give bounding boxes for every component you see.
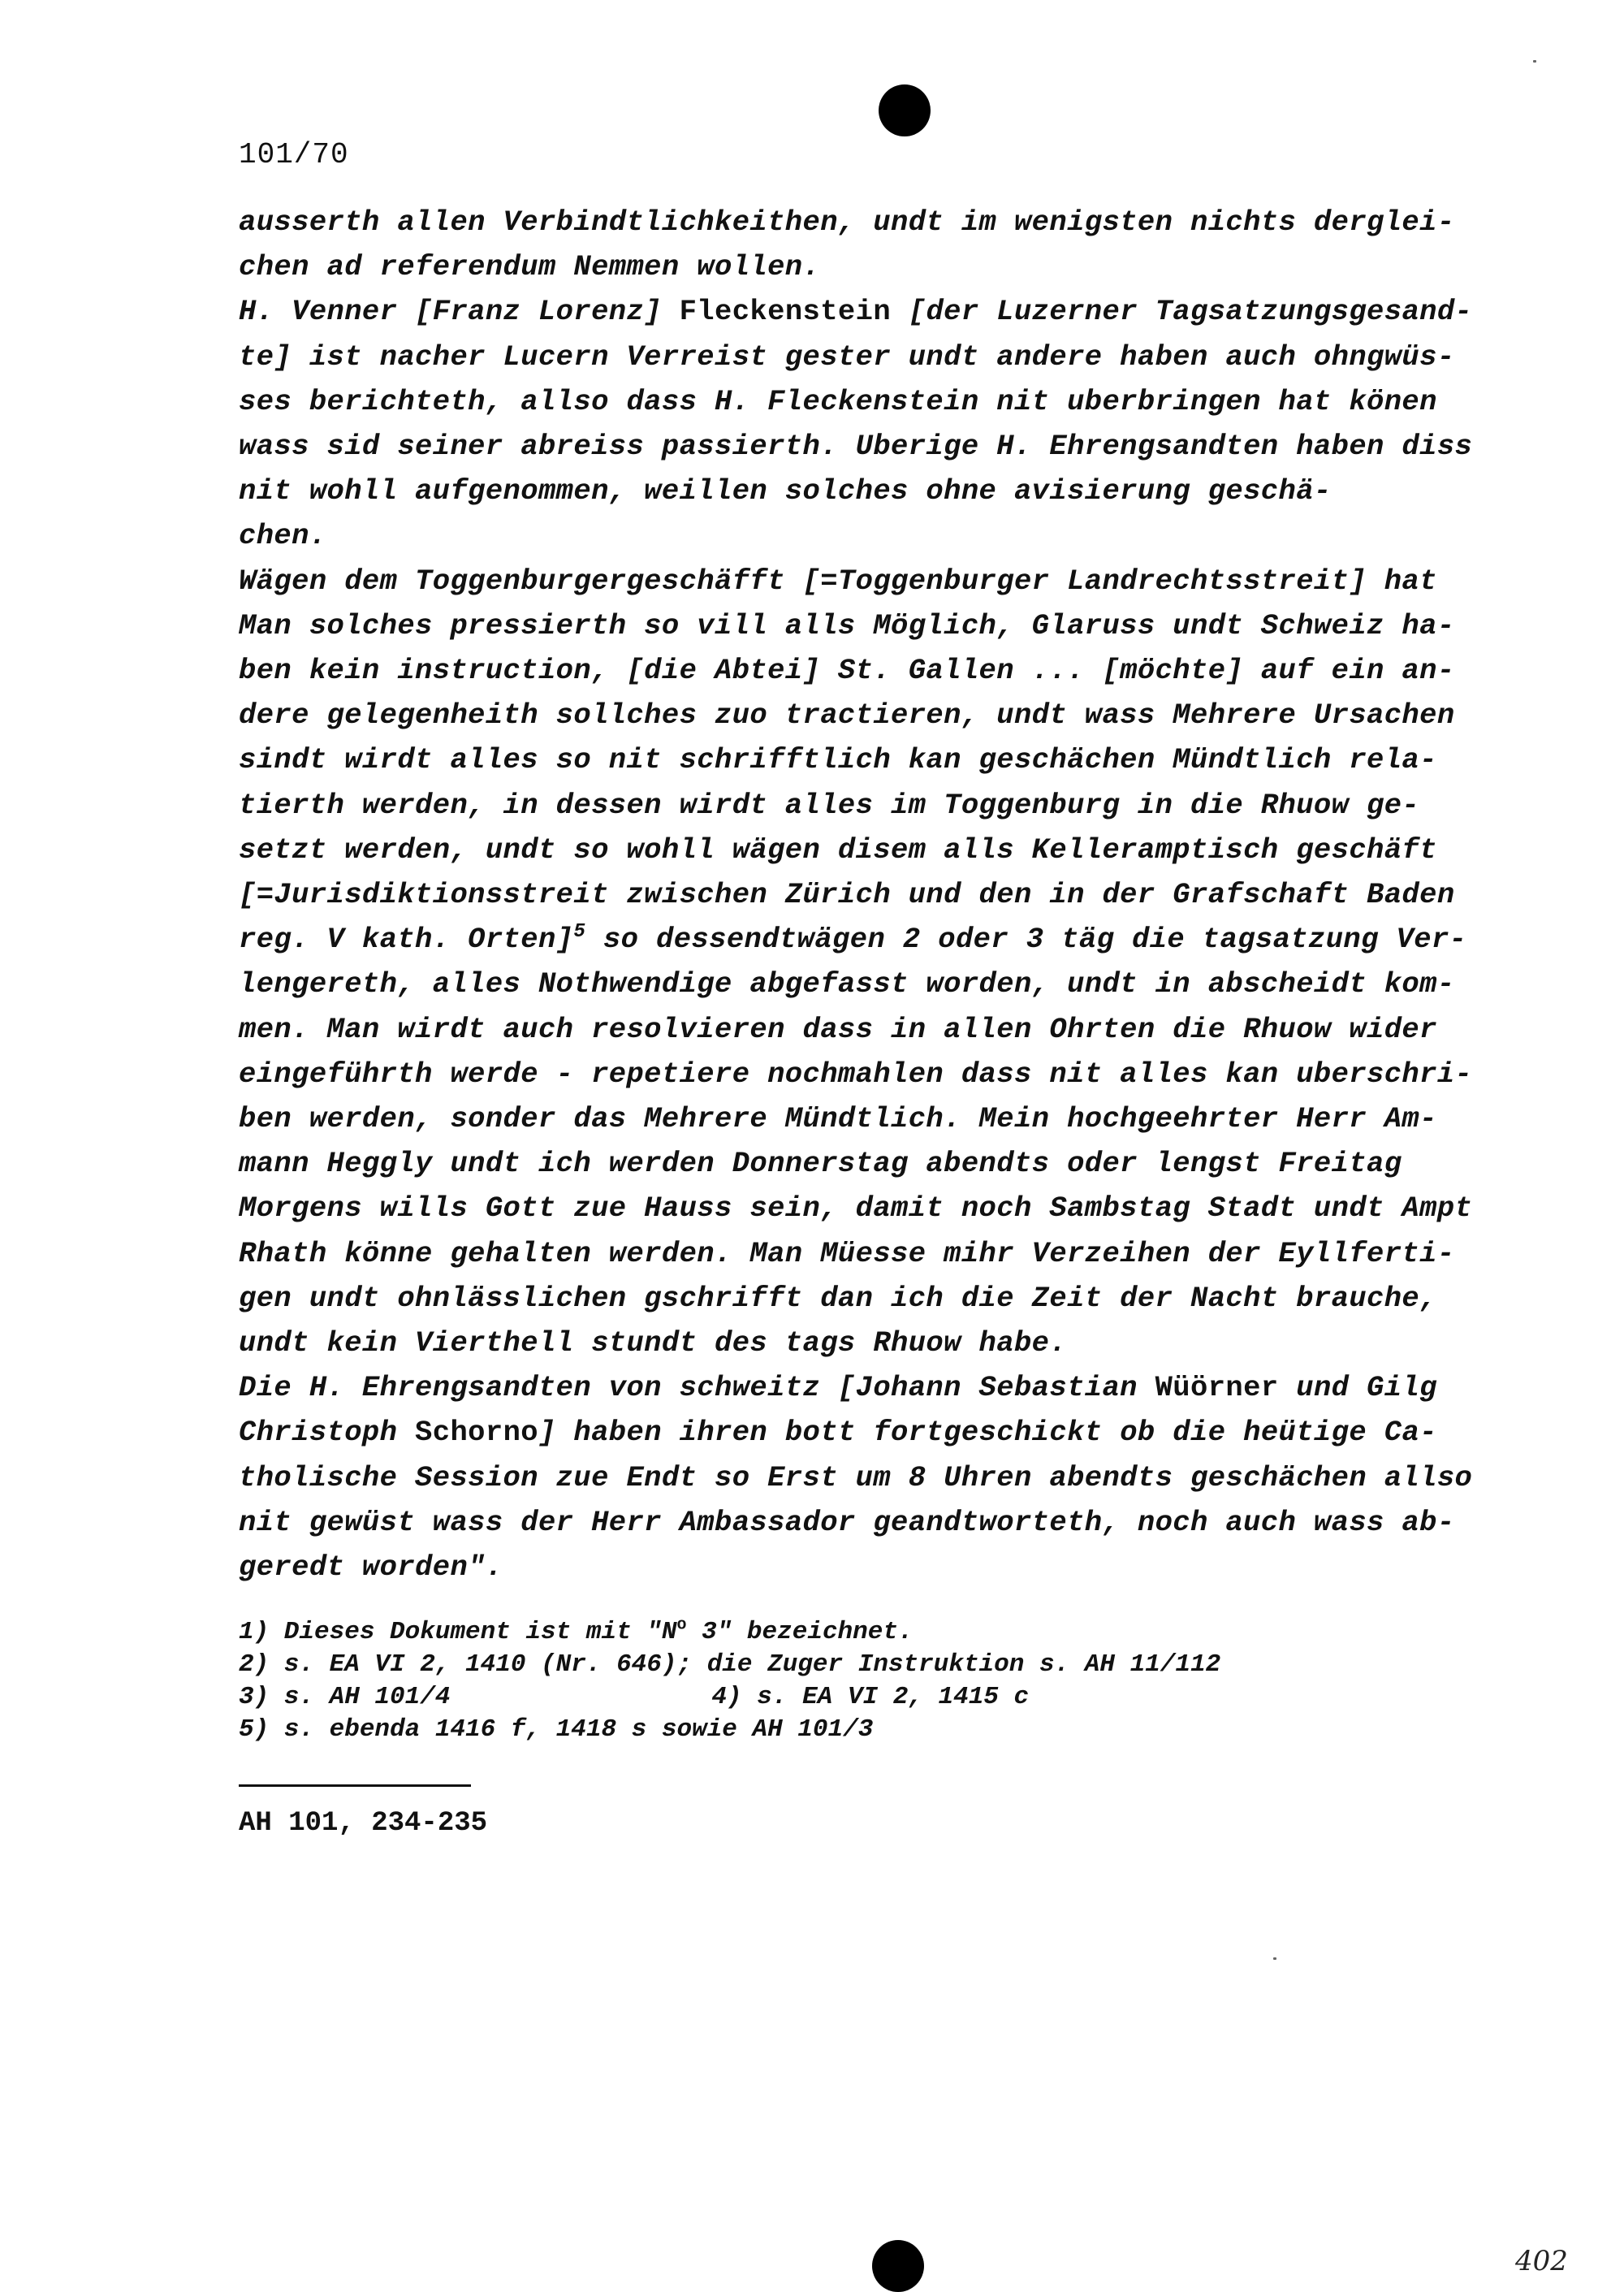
source-reference: AH 101, 234-235 [239, 1808, 488, 1839]
body-text-run: Die H. Ehrengsandten von schweitz [Johann Sebastian [239, 1371, 1155, 1405]
body-line [239, 379, 1505, 424]
footnote-reference: 5 [573, 921, 586, 944]
footnote-4: 4) s. EA VI 2, 1415 c [711, 1683, 1030, 1711]
footnote-3-4-row [239, 1681, 1220, 1714]
body-text-run: gen undt ohnlässlichen gschrifft dan ich die Zeit der Nacht brauche, [239, 1281, 1437, 1315]
bold-name: Wüörner [1155, 1371, 1279, 1405]
body-text-run: ben werden, sonder das Mehrere Mündtlich. Mein hochgeehrter Herr Am- [239, 1102, 1437, 1136]
body-text-run: H. Venner [Franz Lorenz] [239, 295, 680, 329]
body-text-run: reg. V kath. Orten] [239, 923, 574, 957]
body-text-run: chen. [239, 519, 327, 553]
body-text-run: und Gilg [1278, 1371, 1437, 1405]
body-line [239, 1545, 1505, 1589]
body-text-run: Wägen dem Toggenburgergeschäfft [=Toggenburger Landrechtsstreit] hat [239, 564, 1437, 598]
footnote-divider [239, 1784, 471, 1787]
scan-speck [1273, 1957, 1276, 1960]
body-line [239, 559, 1505, 603]
body-text-run: tholische Session zue Endt so Erst um 8 Uhren abendts geschächen allso [239, 1460, 1473, 1494]
body-line [239, 1365, 1505, 1410]
body-text-run: ausserth allen Verbindtlichkeithen, undt im wenigsten nichts derglei- [239, 205, 1455, 239]
body-line [239, 244, 1505, 289]
body-line [239, 1141, 1505, 1186]
punch-hole-bottom [872, 2240, 924, 2292]
body-line [239, 1500, 1505, 1545]
body-line [239, 1231, 1505, 1276]
body-line [239, 1321, 1505, 1365]
document-body [239, 200, 1505, 1589]
body-line [239, 200, 1505, 244]
body-line [239, 1007, 1505, 1052]
body-line [239, 335, 1505, 379]
body-text-run: [=Jurisdiktionsstreit zwischen Zürich und den in der Grafschaft Baden [239, 878, 1455, 912]
body-line [239, 603, 1505, 648]
body-text-run: eingeführth werde - repetiere nochmahlen dass nit alles kan uberschri- [239, 1057, 1473, 1091]
body-text-run: Man solches pressierth so vill alls Möglich, Glaruss undt Schweiz ha- [239, 608, 1455, 642]
footnote-1-superscript: o [676, 1615, 687, 1635]
body-line [239, 737, 1505, 782]
body-text-run: wass sid seiner abreiss passierth. Uberige H. Ehrengsandten haben diss [239, 430, 1473, 464]
body-text-run: chen ad referendum Nemmen wollen. [239, 250, 821, 284]
body-text-run: [der Luzerner Tagsatzungsgesand- [891, 295, 1473, 329]
body-line [239, 648, 1505, 693]
body-line [239, 1186, 1505, 1230]
body-text-run: ] haben ihren bott fortgeschickt ob die heütige Ca- [538, 1416, 1437, 1450]
body-line [239, 828, 1505, 872]
body-line [239, 1096, 1505, 1141]
body-line [239, 1455, 1505, 1500]
body-text-run: sindt wirdt alles so nit schrifftlich kan geschächen Mündtlich rela- [239, 743, 1437, 777]
footnote-1-after: 3" bezeichnet. [686, 1618, 914, 1646]
page-number: 101/70 [239, 138, 349, 171]
body-text-run: lengereth, alles Nothwendige abgefasst worden, undt in abscheidt kom- [239, 967, 1455, 1001]
footnotes [239, 1616, 1220, 1746]
body-text-run: ses berichteth, allso dass H. Fleckenstein nit uberbringen hat könen [239, 384, 1437, 418]
punch-hole-top [879, 84, 931, 136]
body-text-run: dere gelegenheith sollches zuo tractieren, undt wass Mehrere Ursachen [239, 698, 1455, 733]
body-line [239, 872, 1505, 917]
body-line [239, 424, 1505, 469]
footnote-1-before: 1) Dieses Dokument ist mit "N [239, 1618, 677, 1646]
footnote-3: 3) s. AH 101/4 [239, 1683, 451, 1711]
body-text-run: ben kein instruction, [die Abtei] St. Gallen ... [möchte] auf ein an- [239, 654, 1455, 688]
footnote-1 [239, 1616, 1220, 1649]
body-line [239, 513, 1505, 558]
body-line [239, 962, 1505, 1006]
body-text-run: men. Man wirdt auch resolvieren dass in allen Ohrten die Rhuow wider [239, 1012, 1437, 1046]
body-text-run: nit wohll aufgenommen, weillen solches ohne avisierung geschä- [239, 474, 1332, 508]
body-line [239, 693, 1505, 737]
body-text-run: nit gewüst wass der Herr Ambassador geandtworteth, noch auch wass ab- [239, 1505, 1455, 1539]
handwritten-page-number: 402 [1515, 2245, 1568, 2277]
body-text-run: tierth werden, in dessen wirdt alles im Toggenburg in die Rhuow ge- [239, 788, 1420, 822]
body-line [239, 289, 1505, 334]
body-line [239, 1410, 1505, 1455]
body-line [239, 917, 1505, 962]
footnote-2: 2) s. EA VI 2, 1410 (Nr. 646); die Zuger Instruktion s. AH 11/112 [239, 1650, 1221, 1679]
body-text-run: Rhath könne gehalten werden. Man Müesse mihr Verzeihen der Eyllferti- [239, 1236, 1455, 1270]
body-text-run: Christoph [239, 1416, 416, 1450]
body-text-run: mann Heggly undt ich werden Donnerstag abendts oder lengst Freitag [239, 1147, 1402, 1181]
body-line [239, 469, 1505, 513]
body-line [239, 1052, 1505, 1096]
bold-name: Fleckenstein [679, 295, 892, 329]
body-text-run: undt kein Vierthell stundt des tags Rhuow habe. [239, 1326, 1068, 1360]
scan-speck [1533, 60, 1536, 63]
body-text-run: so dessendtwägen 2 oder 3 täg die tagsatzung Ver- [585, 923, 1467, 957]
body-line [239, 1276, 1505, 1321]
bold-name: Schorno [415, 1416, 538, 1450]
footnote-5: 5) s. ebenda 1416 f, 1418 s sowie AH 101/3 [239, 1715, 874, 1744]
body-text-run: setzt werden, undt so wohll wägen disem alls Kelleramptisch geschäft [239, 832, 1437, 867]
body-line [239, 783, 1505, 828]
body-text-run: geredt worden". [239, 1550, 503, 1585]
body-text-run: Morgens wills Gott zue Hauss sein, damit noch Sambstag Stadt undt Ampt [239, 1191, 1473, 1226]
body-text-run: te] ist nacher Lucern Verreist gester undt andere haben auch ohngwüs- [239, 339, 1455, 374]
